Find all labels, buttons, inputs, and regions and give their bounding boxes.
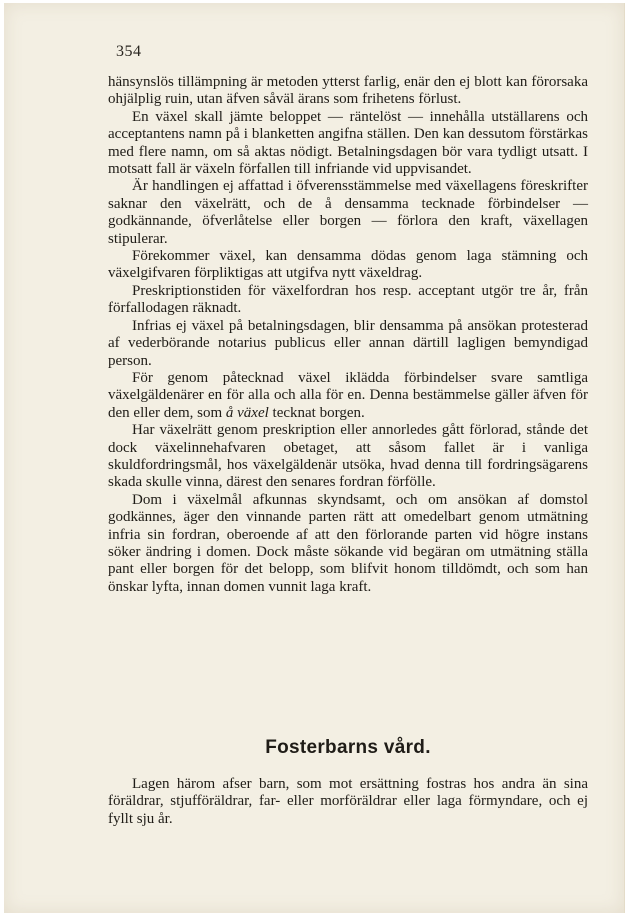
paragraph: Infrias ej växel på betalningsdagen, blir densamma på ansökan protesterad af vederbörande notarius publicus eller annan därtill lagligen bemyndigad person. <box>108 317 588 369</box>
paragraph: Förekommer växel, kan densamma dödas genom laga stämning och växelgifvaren förpliktigas att utgifva nytt växeldrag. <box>108 248 588 282</box>
body-text <box>108 74 588 596</box>
paragraph <box>108 370 588 422</box>
page-number: 354 <box>116 43 142 60</box>
paragraph: Lagen härom afser barn, som mot ersättning fostras hos andra än sina föräldrar, stjufföräldrar, far- eller morföräldrar eller laga förmyndare, och ej fyllt sju år. <box>108 776 588 827</box>
paragraph: Dom i växelmål afkunnas skyndsamt, och om ansökan af domstol godkännes, äger den vinnande parten rätt att omedelbart genom utmätning infria sin fordran, oberoende af att den förlorande parten vid högre instans söker ändring i domen. Dock måste sökande vid begäran om utmätning ställa pant eller borgen för det belopp, som blifvit honom tilldömdt, och som han önskar lyfta, innan domen vunnit laga kraft. <box>108 491 588 595</box>
section-text <box>108 776 588 828</box>
section-heading: Fosterbarns vård. <box>265 737 431 758</box>
paragraph: En växel skall jämte beloppet — räntelöst — innehålla utställarens och acceptantens namn på i blanketten angifna ställen. Den kan dessutom förstärkas med flere namn, om så aktas nödigt. Betalningsdagen bör vara tydligt utsatt. I motsatt fall är växeln förfallen till infriande vid uppvisandet. <box>108 108 588 178</box>
paragraph: Är handlingen ej affattad i öfverensstämmelse med växellagens föreskrifter saknar den växelrätt, och de å densamma tecknade förbindelser — godkännande, öfverlåtelse eller borgen — förlora den kraft, växellagen stipulerar. <box>108 178 588 247</box>
paragraph: hänsynslös tillämpning är metoden ytterst farlig, enär den ej blott kan förorsaka ohjälplig ruin, utan äfven såväl ärans som frihetens förlust. <box>108 74 588 108</box>
paragraph-text: För genom påtecknad växel iklädda förbindelser svare samtliga växelgäldenärer en för alla och alla för en. Denna bestämmelse gäller äfven för den eller dem, som <box>108 369 588 421</box>
book-page <box>4 3 625 913</box>
paragraph: Har växelrätt genom preskription eller annorledes gått förlorad, stånde det dock växelinnehafvaren obetaget, att såsom fallet är i vanliga skuldfordringsmål, hos växelgäldenär utsöka, hvad denna till fordringsägarens skada skulle vinna, därest den senares fordran förfölle. <box>108 422 588 491</box>
paragraph-text: tecknat borgen. <box>268 404 365 421</box>
italic-phrase: å växel <box>225 404 269 421</box>
paragraph: Preskriptionstiden för växelfordran hos resp. acceptant utgör tre år, från förfallodagen räknadt. <box>108 282 588 317</box>
